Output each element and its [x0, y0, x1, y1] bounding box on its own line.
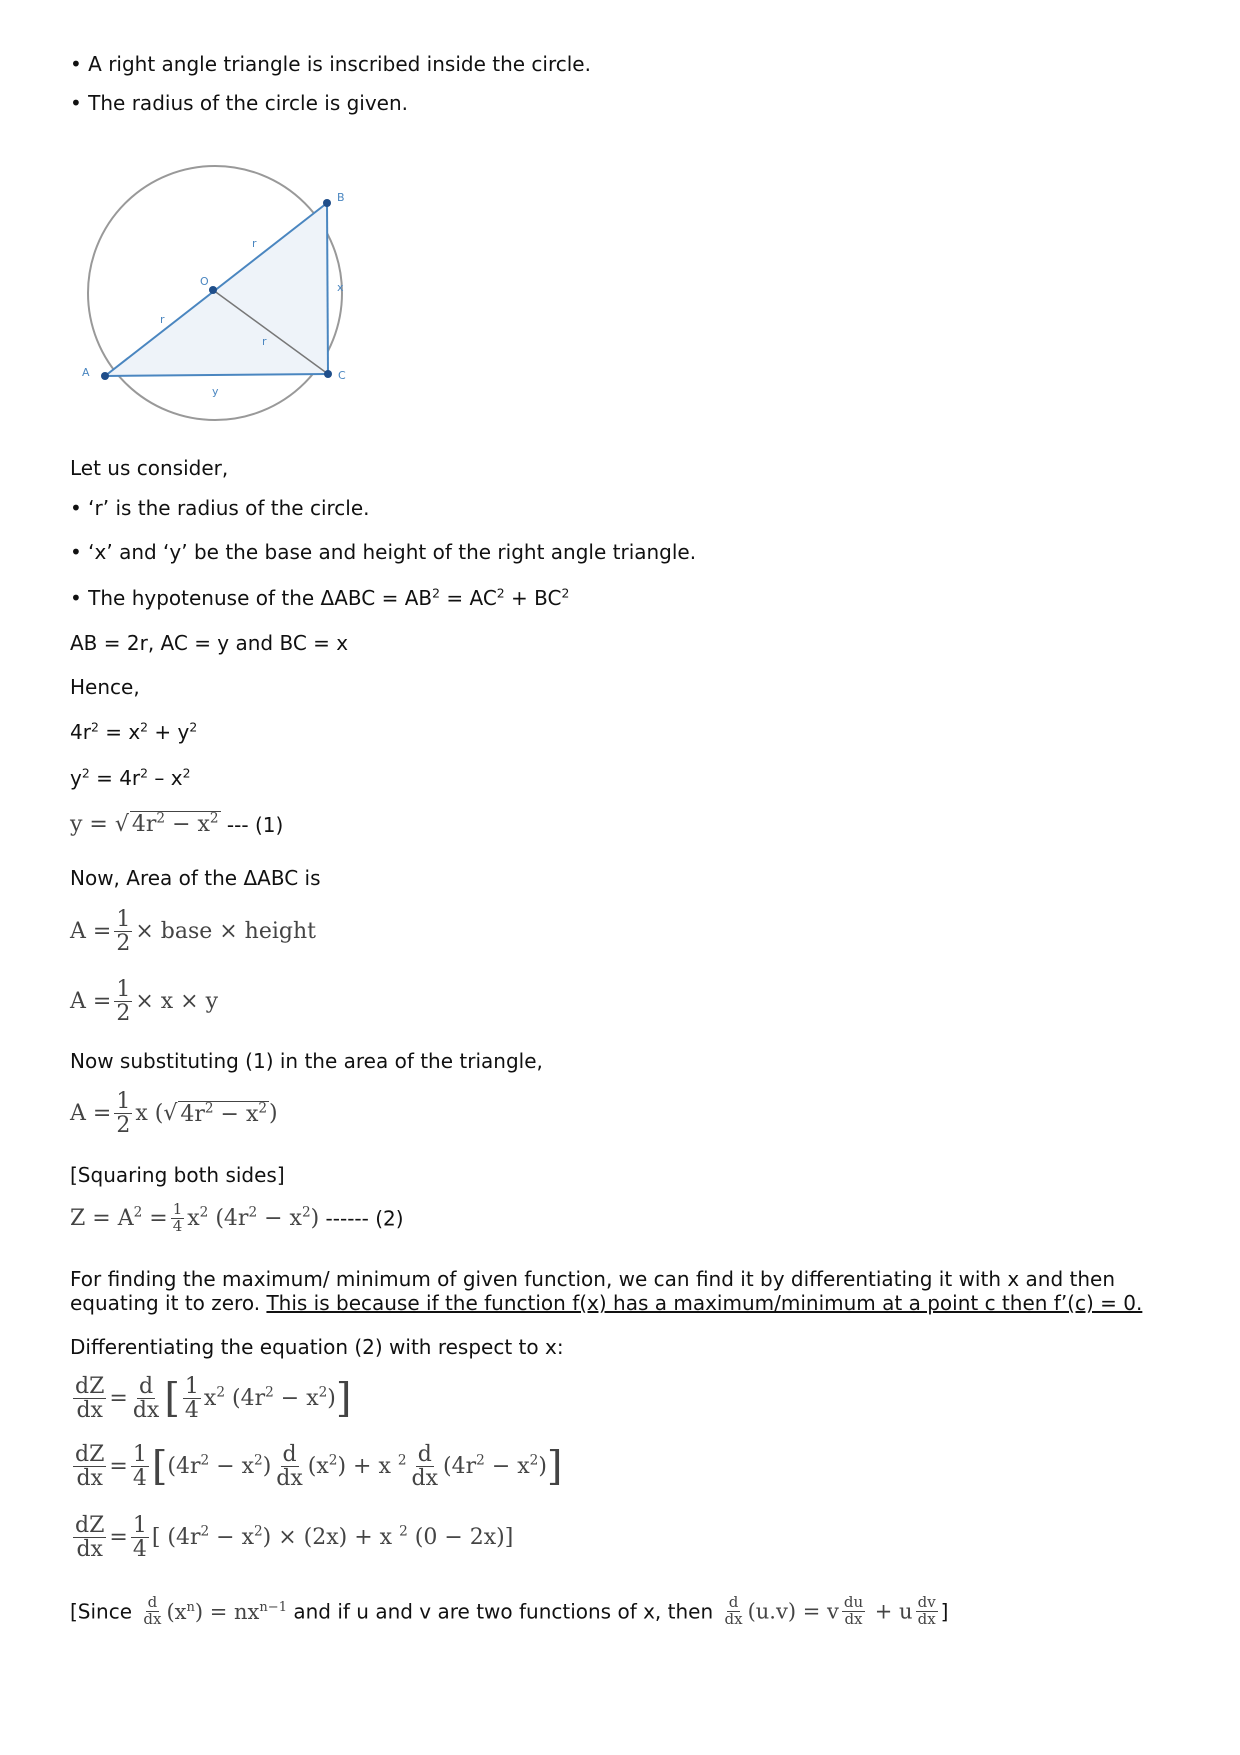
- bullet-intro-2: • The radius of the circle is given.: [70, 91, 409, 115]
- side-bc: [327, 203, 328, 374]
- d-dx: $\frac{d}{dx}$: [724, 1593, 743, 1628]
- hence-text: Hence,: [70, 675, 140, 699]
- substitution-text: Now substituting (1) in the area of the triangle,: [70, 1049, 543, 1073]
- area-equation-3: A = $\frac{1}{2}$ x (√ $4r^2 - x^2$): [70, 1089, 278, 1139]
- point-a: [101, 372, 109, 380]
- equation-1-tag: --- (1): [220, 813, 284, 837]
- area-equation-1: A = $\frac{1}{2}$ × base × height: [70, 907, 317, 957]
- area-intro: Now, Area of the ΔABC is: [70, 866, 321, 890]
- bullet-def-2: • ‘x’ and ‘y’ be the base and height of the right angle triangle.: [70, 540, 697, 564]
- derivative-step-2: $\frac{dZ}{dx}$ = $\frac{1}{4}$ [$(4r^2 - x^2)$ $\frac{d}{dx}$ $(x^2) + x$ $^2$ $\frac{d}{dx}$ $(4r^2 - x^2)$]: [75, 1442, 563, 1492]
- label-a: A: [82, 366, 90, 379]
- dz-dx: $\frac{dZ}{dx}$: [75, 1374, 105, 1424]
- equation-y2: $y^2 = 4r^2 - x^2$: [70, 765, 191, 790]
- bullet-intro-1: • A right angle triangle is inscribed inside the circle.: [70, 52, 591, 76]
- point-c: [324, 370, 332, 378]
- label-b: B: [337, 191, 345, 204]
- consider-text: Let us consider,: [70, 456, 229, 480]
- squaring-note: [Squaring both sides]: [70, 1163, 285, 1187]
- label-x: x: [337, 281, 344, 294]
- du-dx: $\frac{du}{dx}$: [843, 1593, 864, 1628]
- differentiating-intro: Differentiating the equation (2) with respect to x:: [70, 1335, 564, 1359]
- paragraph-line-1: For finding the maximum/ minimum of given function, we can find it by differentiating it with x and then: [70, 1267, 1116, 1291]
- bullet-def-1: • ‘r’ is the radius of the circle.: [70, 496, 370, 520]
- hypotenuse-statement: • The hypotenuse of the $\Delta ABC = AB^2 = AC^2 + BC^2$: [70, 585, 570, 610]
- sqrt-symbol: √: [114, 812, 129, 837]
- equation-4r2: $4r^2 = x^2 + y^2$: [70, 719, 198, 744]
- point-b: [323, 199, 331, 207]
- dz-dx: $\frac{dZ}{dx}$: [75, 1442, 105, 1492]
- area-equation-2: A = $\frac{1}{2}$ × x × y: [70, 977, 219, 1027]
- d-dx: $\frac{d}{dx}$: [276, 1442, 303, 1492]
- point-o: [209, 286, 217, 294]
- sqrt-symbol: √: [163, 1101, 178, 1127]
- half-fraction: $\frac{1}{2}$: [116, 1089, 131, 1139]
- label-r-oc: r: [262, 335, 267, 348]
- label-o: O: [200, 275, 209, 288]
- label-r-upper: r: [252, 237, 257, 250]
- dz-dx: $\frac{dZ}{dx}$: [75, 1513, 105, 1563]
- d-dx: $\frac{d}{dx}$: [143, 1593, 162, 1628]
- label-c: C: [338, 369, 346, 382]
- equation-2-tag: ------ (2): [319, 1206, 404, 1231]
- sides-statement: AB = 2r, AC = y and BC = x: [70, 631, 349, 655]
- quarter-fraction: $\frac{1}{4}$: [184, 1374, 199, 1424]
- since-note: [Since $\frac{d}{dx}$ $(x^n) = nx^{n-1}$ and if u and v are two functions of x, then $\frac{d}{dx}$ (u.v) = v $\frac{du}{dx}$ + u $\frac{dv}{dx}$ ]: [70, 1593, 949, 1628]
- quarter-fraction: $\frac{1}{4}$: [132, 1442, 147, 1492]
- label-y: y: [212, 385, 219, 398]
- underlined-reason: This is because if the function f(x) has a maximum/minimum at a point c then f’(c) = 0.: [266, 1291, 1143, 1315]
- equation-1: y = √ $4r^2 - x^2$ --- (1): [70, 810, 284, 837]
- circle-triangle-figure: [60, 140, 370, 440]
- half-fraction: $\frac{1}{2}$: [116, 977, 131, 1027]
- quarter-fraction: $\frac{1}{4}$: [132, 1513, 147, 1563]
- label-r-lower: r: [160, 313, 165, 326]
- paragraph-line-2: equating it to zero. This is because if the function f(x) has a maximum/minimum at a point c then f’(c) = 0.: [70, 1291, 1143, 1315]
- dv-dx: $\frac{dv}{dx}$: [917, 1593, 936, 1628]
- derivative-step-1: $\frac{dZ}{dx}$ = $\frac{d}{dx}$ [ $\frac{1}{4}$ $x^2$ $(4r^2 - x^2)$]: [75, 1374, 352, 1424]
- equation-2: $Z = A^2$ = $\frac{1}{4}$ $x^2$ $(4r^2 - x^2)$ ------ (2): [70, 1200, 404, 1235]
- d-dx: $\frac{d}{dx}$: [411, 1442, 439, 1492]
- radicand: $4r^2 - x^2$: [131, 810, 219, 837]
- quarter-fraction: $\frac{1}{4}$: [172, 1200, 183, 1235]
- derivative-step-3: $\frac{dZ}{dx}$ = $\frac{1}{4}$ [ $(4r^2 - x^2) \times (2x) + x$ $^2$ (0 − 2x)]: [75, 1513, 514, 1563]
- d-dx: $\frac{d}{dx}$: [132, 1374, 160, 1424]
- half-fraction: $\frac{1}{2}$: [116, 907, 131, 957]
- radicand: $4r^2 - x^2$: [180, 1100, 268, 1127]
